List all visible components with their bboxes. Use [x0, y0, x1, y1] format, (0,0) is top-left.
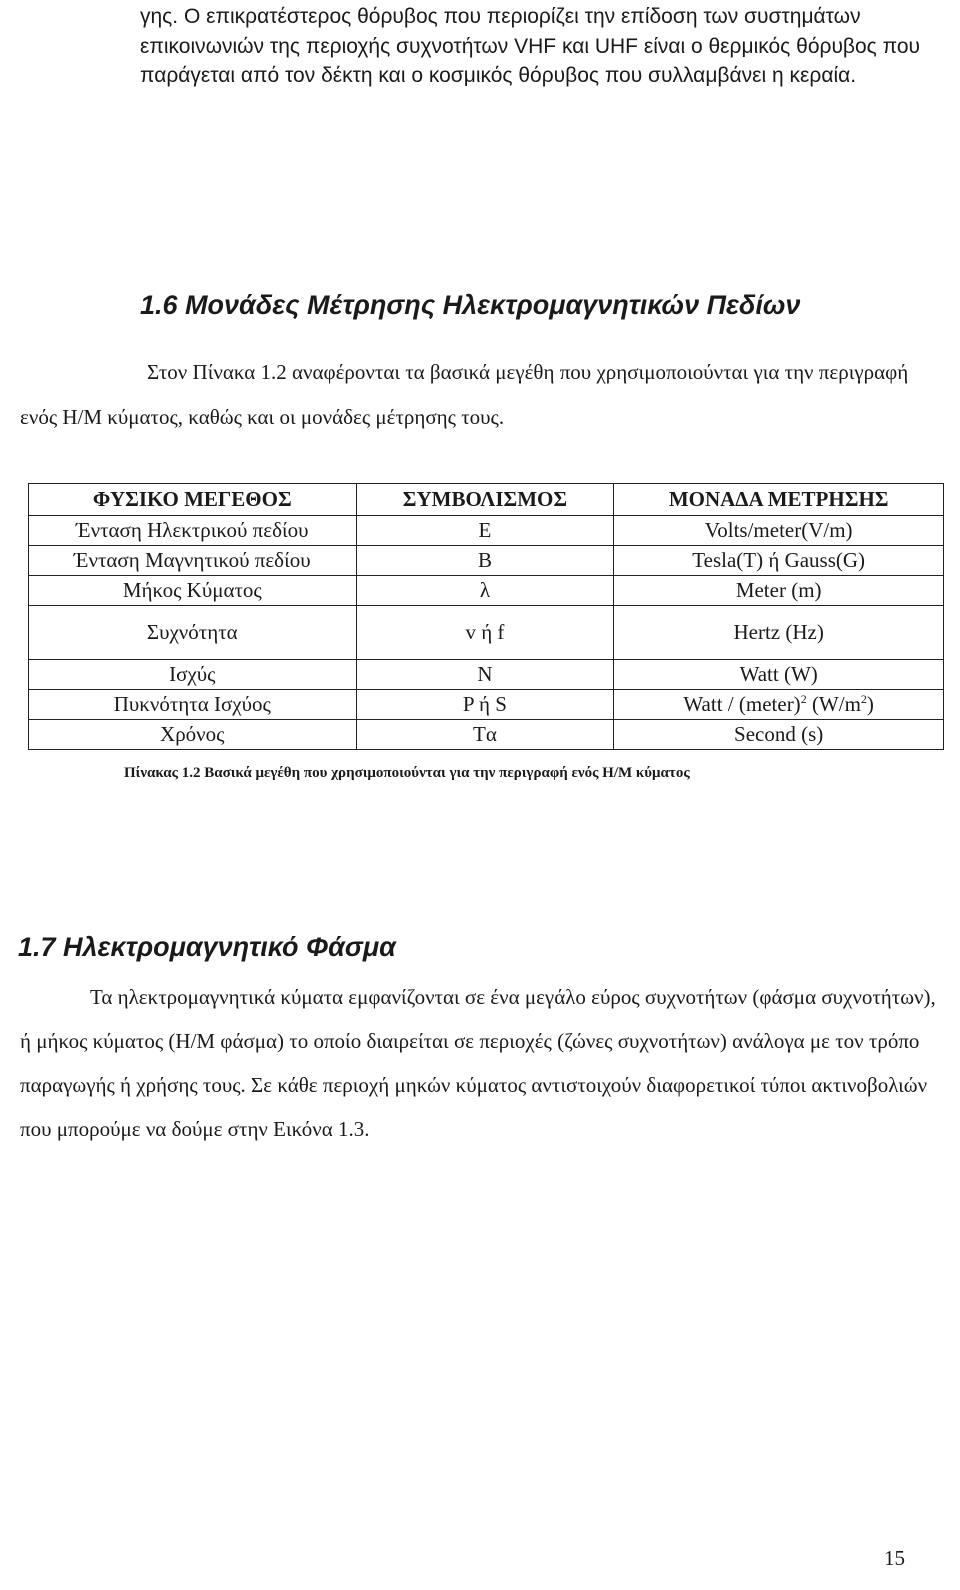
cell-symbol: N: [356, 660, 614, 690]
table-row: [29, 576, 944, 606]
cell-unit: Tesla(T) ή Gauss(G): [614, 546, 944, 576]
cell-symbol: P ή S: [356, 690, 614, 720]
section-1-6-intro: Στον Πίνακα 1.2 αναφέρονται τα βασικά μεγέθη που χρησιμοποιούνται για την περιγραφή ενός Η/Μ κύματος, καθώς και οι μονάδες μέτρησης τους.: [20, 360, 909, 429]
table-caption: Πίνακας 1.2 Βασικά μεγέθη που χρησιμοποιούνται για την περιγραφή ενός Η/Μ κύματος: [124, 765, 690, 781]
cell-quantity: Ισχύς: [29, 660, 357, 690]
cell-unit: Hertz (Hz): [614, 606, 944, 660]
table-row: [29, 546, 944, 576]
section-heading-1-6: 1.6 Μονάδες Μέτρησης Ηλεκτρομαγνητικών Πεδίων: [140, 290, 801, 320]
unit-superscript: 2: [860, 692, 867, 706]
table-row: [29, 690, 944, 720]
table-header-row: [29, 484, 944, 516]
section-1-7-body: Τα ηλεκτρομαγνητικά κύματα εμφανίζονται σε ένα μεγάλο εύρος συχνοτήτων (φάσμα συχνοτήτων), ή μήκος κύματος (Η/Μ φάσμα) το οποίο διαιρείται σε περιοχές (ζώνες συχνοτήτων) ανάλογα με τον τρόπο παραγωγής ή χρήσης τους. Σε κάθε περιοχή μηκών κύματος αντιστοιχούν διαφορετικοί τύποι ακτινοβολιών που μπορούμε να δούμε στην Εικόνα 1.3.: [20, 985, 936, 1141]
quantities-table: [28, 483, 944, 750]
cell-quantity: Συχνότητα: [29, 606, 357, 660]
table-row: [29, 660, 944, 690]
cell-quantity: Ένταση Ηλεκτρικού πεδίου: [29, 516, 357, 546]
cell-symbol: v ή f: [356, 606, 614, 660]
top-paragraph: γης. Ο επικρατέστερος θόρυβος που περιορίζει την επίδοση των συστημάτων επικοινωνιών της περιοχής συχνοτήτων VHF και UHF είναι ο θερμικός θόρυβος που παράγεται από τον δέκτη και ο κοσμικός θόρυβος που συλλαμβάνει η κεραία.: [140, 5, 920, 87]
header-unit: ΜΟΝΑΔΑ ΜΕΤΡΗΣΗΣ: [614, 484, 944, 516]
cell-symbol: B: [356, 546, 614, 576]
header-physical-quantity: ΦΥΣΙΚΟ ΜΕΓΕΘΟΣ: [29, 484, 357, 516]
unit-superscript: 2: [800, 692, 807, 706]
cell-symbol: Tα: [356, 720, 614, 750]
table-row: [29, 720, 944, 750]
unit-part: ): [866, 692, 874, 716]
cell-quantity: Ένταση Μαγνητικού πεδίου: [29, 546, 357, 576]
unit-part: Watt / (meter): [683, 692, 801, 716]
table-row: [29, 516, 944, 546]
cell-unit: Meter (m): [614, 576, 944, 606]
cell-symbol: λ: [356, 576, 614, 606]
header-symbol: ΣΥΜΒΟΛΙΣΜΟΣ: [356, 484, 614, 516]
cell-unit: Watt (W): [614, 660, 944, 690]
cell-quantity: Μήκος Κύματος: [29, 576, 357, 606]
cell-unit: Second (s): [614, 720, 944, 750]
table-row: [29, 606, 944, 660]
cell-unit: Volts/meter(V/m): [614, 516, 944, 546]
page-number: 15: [884, 1546, 905, 1570]
cell-quantity: Πυκνότητα Ισχύος: [29, 690, 357, 720]
cell-symbol: E: [356, 516, 614, 546]
cell-quantity: Χρόνος: [29, 720, 357, 750]
section-heading-1-7: 1.7 Ηλεκτρομαγνητικό Φάσμα: [18, 932, 396, 962]
unit-part: (W/m: [806, 692, 861, 716]
cell-unit: [614, 690, 944, 720]
